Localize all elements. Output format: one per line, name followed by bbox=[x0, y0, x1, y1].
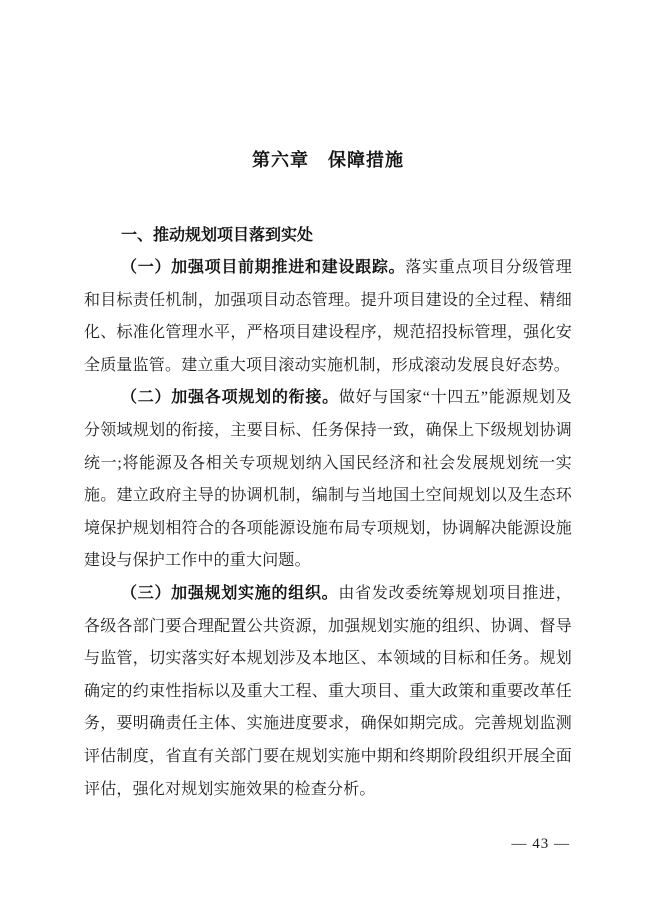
paragraph bbox=[84, 252, 572, 382]
chapter-title: 第六章 保障措施 bbox=[252, 150, 404, 170]
paragraph-body: 做好与国家“十四五”能源规划及分领域规划的衔接，主要目标、任务保持一致，确保上下级规划协调统一;将能源及各相关专项规划纳入国民经济和社会发展规划统一实施。建立政府主导的协调机制，编制与当地国土空间规划以及生态环境保护规划相符合的各项能源设施布局专项规划，协调解决能源设施建设与保护工作中的重大问题。 bbox=[84, 389, 572, 570]
paragraph-body: 由省发改委统筹规划项目推进，各级各部门要合理配置公共资源，加强规划实施的组织、协调、督导与监管，切实落实好本规划涉及本地区、本领域的目标和任务。规划确定的约束性指标以及重大工程、重大项目、重大政策和重要改革任务，要明确责任主体、实施进度要求，确保如期完成。完善规划监测评估制度，省直有关部门要在规划实施中期和终期阶段组织开展全面评估，强化对规划实施效果的检查分析。 bbox=[84, 584, 572, 798]
page-number: — 43 — bbox=[511, 836, 570, 852]
paragraph-lead: （二）加强各项规划的衔接。 bbox=[121, 389, 339, 407]
paragraph-body: 落实重点项目分级管理和目标责任机制，加强项目动态管理。提升项目建设的全过程、精细化、标准化管理水平，严格项目建设程序，规范招投标管理，强化安全质量监管。建立重大项目滚动实施机制，形成滚动发展良好态势。 bbox=[84, 259, 572, 374]
page-content bbox=[84, 147, 572, 806]
paragraph-lead: （一）加强项目前期推进和建设跟踪。 bbox=[121, 259, 406, 276]
paragraph-lead: （三）加强规划实施的组织。 bbox=[121, 584, 339, 602]
section-heading: 一、推动规划项目落到实处 bbox=[121, 227, 314, 244]
paragraph bbox=[84, 578, 572, 806]
paragraph bbox=[84, 382, 572, 578]
